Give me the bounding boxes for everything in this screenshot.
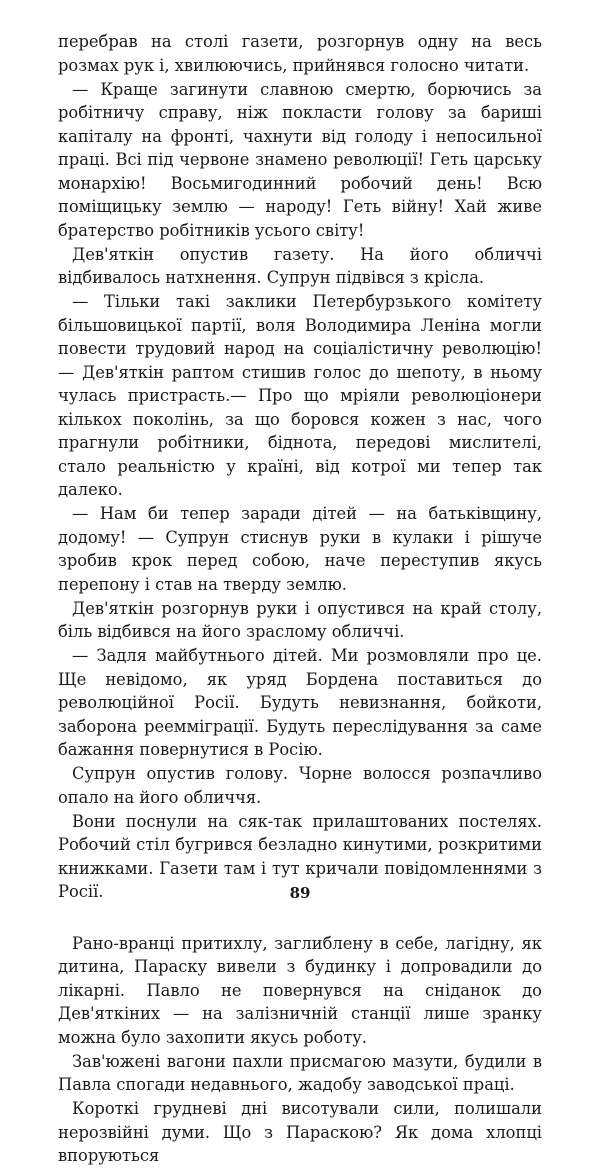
book-page: [58, 30, 542, 1168]
text-section-1: [58, 30, 542, 904]
paragraph: Дев'яткін розгорнув руки і опустився на край столу, біль відбився на його зраслому обличчі.: [58, 598, 542, 641]
paragraph: Супрун опустив голову. Чорне волосся розпачливо опало на його обличчя.: [58, 764, 542, 807]
paragraph: Короткі грудневі дні висотували сили, полишали нерозвійні думи. Що з Параскою? Як дома хлопці впоруються: [58, 1099, 542, 1165]
paragraph: Рано-вранці притихлу, заглиблену в себе, лагідну, як дитина, Параску вивели з будинку і допровадили до лікарні. Павло не повернувся на сніданок до Дев'яткіних — на залізничній станції лише зранку можна було захопити якусь роботу.: [58, 933, 542, 1047]
text-section-2: [58, 932, 542, 1168]
paragraph: — Краще загинути славною смертю, борючись за робітничу справу, ніж покласти голову за бариші капіталу на фронті, чахнути від голоду і непосильної праці. Всі під червоне знамено революції! Геть царську монархію! Восьмигодинний робочий день! Всю поміщицьку землю — народу! Геть війну! Хай живе братерство робітників усього світу!: [58, 79, 542, 240]
paragraph: Зав'южені вагони пахли присмагою мазути, будили в Павла спогади недавнього, жадобу заводської праці.: [58, 1051, 542, 1094]
page-number: 89: [289, 884, 311, 902]
paragraph: — Нам би тепер заради дітей — на батьківщину, додому! — Супрун стиснув руки в кулаки і рішуче зробив крок перед собою, наче переступив якусь перепону і став на тверду землю.: [58, 504, 542, 594]
paragraph: — Задля майбутнього дітей. Ми розмовляли про це. Ще невідомо, як уряд Бордена поставиться до революційної Росії. Будуть невизнання, бойкоти, заборона реемміграції. Будуть переслідування за саме бажання повернутися в Росію.: [58, 646, 542, 759]
paragraph: перебрав на столі газети, розгорнув одну на весь розмах рук і, хвилюючись, прийнявся голосно читати.: [58, 32, 542, 75]
paragraph: Вони поснули на сяк-так прилаштованих постелях. Робочий стіл бугрився безладно кинутими, розкритими книжками. Газети там і тут кричали повідомленнями з Росії.: [58, 811, 542, 901]
section-break: [58, 904, 542, 932]
paragraph: Дев'яткін опустив газету. На його обличчі відбивалось натхнення. Супрун підвівся з крісла.: [58, 244, 542, 287]
paragraph: — Тільки такі заклики Петербурзького комітету більшовицької партії, воля Володимира Леніна могли повести трудовий народ на соціалістичну революцію! — Дев'яткін раптом стишив голос до шепоту, в ньому чулась пристрасть.— Про що мріяли революціонери кількох поколінь, за що боровся кожен з нас, чого прагнули робітники, біднота, передові мислителі, стало реальністю у країні, від котрої ми тепер так далеко.: [58, 292, 542, 499]
